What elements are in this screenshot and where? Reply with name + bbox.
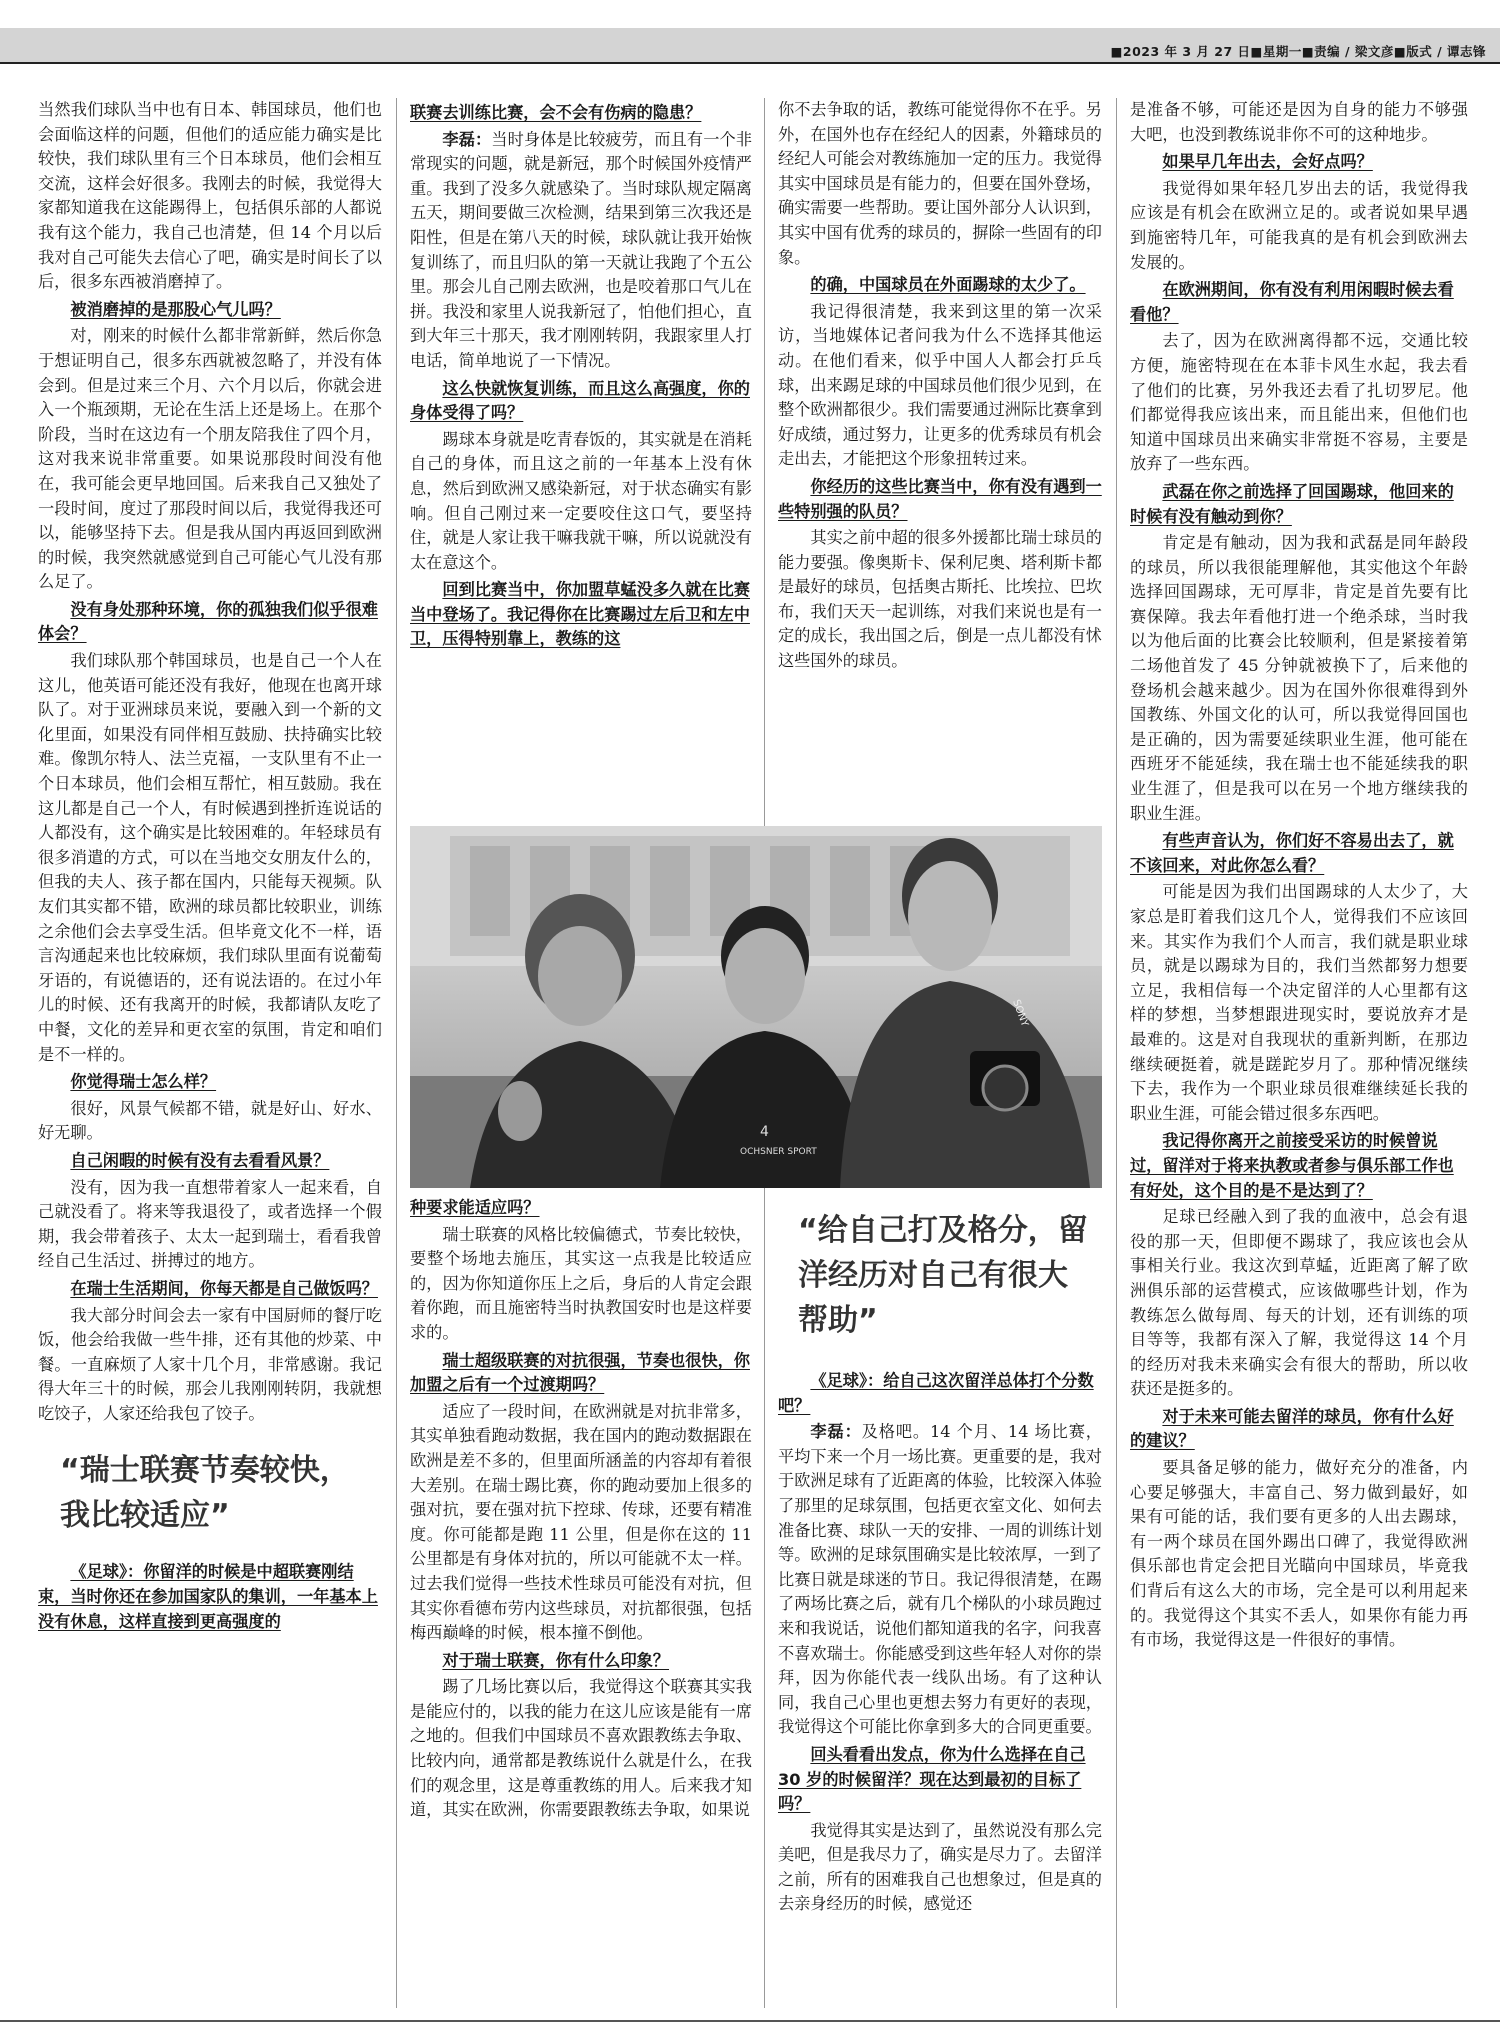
pull-quote: “给自己打及格分，留洋经历对自己有很大帮助”	[798, 1213, 1088, 1338]
paragraph: 足球已经融入到了我的血液中，总会有退役的那一天，但即便不踢球了，我应该也会从事相关行业。我这次到草蜢，近距离了解了欧洲俱乐部的运营模式，应该做哪些计划，作为教练怎么做每周、每天的计划，还有训练的项目等等，我都有深入了解，我觉得这 14 个月的经历对我未来确实会有很大的帮助，所以收获还是挺多的。	[1130, 1207, 1468, 1399]
article-column-2-bottom	[410, 1196, 752, 2013]
header-rule	[0, 62, 1500, 64]
paragraph: 没有，因为我一直想带着家人一起来看，自己就没看了。将来等我退役了，或者选择一个假期，我会带着孩子、太太一起到瑞士，看看我曾经自己生活过、拼搏过的地方。	[38, 1177, 382, 1271]
paragraph: 你不去争取的话，教练可能觉得你不在乎。另外，在国外也存在经纪人的因素，外籍球员的经纪人可能会对教练施加一定的压力。我觉得其实中国球员是有能力的，但要在国外登场，确实需要一些帮助。要让国外部分人认识到，其实中国有优秀的球员的，摒除一些固有的印象。	[778, 100, 1102, 267]
paragraph: 要具备足够的能力，做好充分的准备，内心要足够强大，丰富自己、努力做到最好，如果有可能的话，我们要有更多的人出去踢球，有一两个球员在国外踢出口碑了，我觉得欧洲俱乐部也肯定会把目光瞄向中国球员，毕竟我们背后有这么大的市场，完全是可以利用起来的。我觉得这个其实不丢人，如果你有能力再有市场，我觉得这是一件很好的事情。	[1130, 1458, 1468, 1650]
jersey-number: 4	[760, 1124, 769, 1140]
paragraph: 其实之前中超的很多外援都比瑞士球员的能力要强。像奥斯卡、保利尼奥、塔利斯卡都是最好的球员，包括奥古斯托、比埃拉、巴坎布，我们天天一起训练，对我们来说也是有一定的成长，我出国之后，倒是一点儿都没有怵这些国外的球员。	[778, 528, 1102, 671]
article-column-3-top	[778, 98, 1102, 823]
question-heading: 没有身处那种环境，你的孤独我们似乎很难体会？	[38, 599, 378, 644]
question-heading: 回到比赛当中，你加盟草蜢没多久就在比赛当中登场了。我记得你在比赛踢过左后卫和左中卫，压得特别靠上，教练的这	[410, 580, 750, 649]
pull-quote: “瑞士联赛节奏较快，我比较适应”	[60, 1453, 350, 1534]
jersey-sponsor: OCHSNER SPORT	[740, 1147, 817, 1157]
footer-rule	[0, 2020, 1500, 2022]
question-heading: 《足球》：你留洋的时候是中超联赛刚结束，当时你还在参加国家队的集训，一年基本上没有休息，这样直接到更高强度的	[38, 1562, 378, 1631]
paragraph: 我觉得其实是达到了，虽然说没有那么完美吧，但是我尽力了，确实是尽力了。去留洋之前，所有的困难我自己也想象过，但是真的去亲身经历的时候，感觉还	[778, 1820, 1102, 1914]
question-heading: 的确，中国球员在外面踢球的太少了。	[810, 275, 1086, 295]
question-heading: 这么快就恢复训练，而且这么高强度，你的身体受得了吗？	[410, 378, 750, 423]
question-heading: 联赛去训练比赛，会不会有伤病的隐患？	[410, 103, 702, 122]
column-divider	[396, 98, 397, 2008]
paragraph: 是准备不够，可能还是因为自身的能力不够强大吧，也没到教练说非你不可的这种地步。	[1130, 100, 1468, 144]
camera-strap-brand: SONY	[1010, 998, 1031, 1029]
column-divider	[1116, 98, 1117, 2008]
paragraph: 及格吧。14 个月、14 场比赛，平均下来一个月一场比赛。更重要的是，我对于欧洲足球有了近距离的体验，比较深入体验了那里的足球氛围，包括更衣室文化、如何去准备比赛、球队一天的安排、一周的训练计划等。欧洲的足球氛围确实是比较浓厚，一到了比赛日就是球迷的节日。我记得很清楚，在踢了两场比赛之后，就有几个梯队的小球员跑过来和我说话，说他们都知道我的名字，问我喜不喜欢瑞士。你能感受到这些年轻人对你的崇拜，因为你能代表一线队出场。有了这种认同，我自己心里也更想去努力有更好的表现，我觉得这个可能比你拿到多大的合同更重要。	[778, 1422, 1102, 1737]
question-heading: 种要求能适应吗？	[410, 1198, 540, 1217]
paragraph: 我大部分时间会去一家有中国厨师的餐厅吃饭，他会给我做一些牛排，还有其他的炒菜、中餐。一直麻烦了人家十几个月，非常感谢。我记得大年三十的时候，那会儿我刚刚转阴，我就想吃饺子，人家还给我包了饺子。	[38, 1305, 382, 1423]
question-heading: 你觉得瑞士怎么样？	[70, 1072, 217, 1092]
paragraph: 去了，因为在欧洲离得都不远，交通比较方便，施密特现在在本菲卡风生水起，我去看了他们的比赛，另外我还去看了扎切罗尼。他们都觉得我应该出来，而且能出来，但他们也知道中国球员出来确实非常挺不容易，主要是放弃了一些东西。	[1130, 331, 1468, 474]
question-heading: 被消磨掉的是那股心气儿吗？	[70, 299, 281, 319]
article-column-3-bottom	[778, 1208, 1102, 2013]
article-column-1	[38, 98, 382, 2013]
question-heading: 瑞士超级联赛的对抗很强，节奏也很快，你加盟之后有一个过渡期吗？	[410, 1350, 750, 1395]
page-header-info: ■2023 年 3 月 27 日■星期一■责编 / 梁文彦■版式 / 谭志锋	[1110, 44, 1486, 59]
article-column-2-top	[410, 98, 752, 823]
question-heading: 如果早几年出去，会好点吗？	[1162, 152, 1373, 172]
speaker-label: 李磊：	[810, 1422, 862, 1442]
paragraph: 可能是因为我们出国踢球的人太少了，大家总是盯着我们这几个人，觉得我们不应该回来。其实作为我们个人而言，我们就是职业球员，就是以踢球为目的，我们当然都努力想要立足，我相信每一个决定留洋的人心里都有这样的梦想，当梦想跟进现实时，要说放弃才是最难的。这是对自我现状的重新判断，在那边继续硬挺着，就是蹉跎岁月了。那种情况继续下去，我作为一个职业球员很难继续延长我的职业生涯，可能会错过很多东西吧。	[1130, 882, 1468, 1123]
paragraph: 瑞士联赛的风格比较偏德式，节奏比较快，要整个场地去施压，其实这一点我是比较适应的，因为你知道你压上之后，身后的人肯定会跟着你跑，而且施密特当时执教国安时也是这样要求的。	[410, 1224, 752, 1342]
question-heading: 对于瑞士联赛，你有什么印象？	[442, 1650, 670, 1670]
article-column-4	[1130, 98, 1468, 2013]
question-heading: 有些声音认为，你们好不容易出去了，就不该回来，对此你怎么看？	[1130, 831, 1454, 875]
paragraph: 踢了几场比赛以后，我觉得这个联赛其实我是能应付的，以我的能力在这儿应该是能有一席之地的。但我们中国球员不喜欢跟教练去争取、比较内向，通常都是教练说什么就是什么，在我们的观念里，这是尊重教练的用人。后来我才知道，其实在欧洲，你需要跟教练去争取，如果说	[410, 1677, 752, 1820]
question-heading: 在瑞士生活期间，你每天都是自己做饭吗？	[70, 1278, 378, 1298]
question-heading: 武磊在你之前选择了回国踢球，他回来的时候有没有触动到你？	[1130, 481, 1454, 526]
paragraph: 我觉得如果年轻几岁出去的话，我觉得我应该是有机会在欧洲立足的。或者说如果早遇到施密特几年，可能我真的是有机会到欧洲去发展的。	[1130, 178, 1468, 272]
paragraph: 当时身体是比较疲劳，而且有一个非常现实的问题，就是新冠，那个时候国外疫情严重。我到了没多久就感染了。当时球队规定隔离五天，期间要做三次检测，结果到第三次我还是阳性，但是在第八天的时候，球队就让我开始恢复训练了，而且归队的第一天就让我跑了个五公里。那会儿自己刚去欧洲，也是咬着那口气儿在拼。我没和家里人说我新冠了，怕他们担心，直到大年三十那天，我才刚刚转阴，我跟家里人打电话，简单地说了一下情况。	[410, 129, 752, 370]
paragraph: 当然我们球队当中也有日本、韩国球员，他们也会面临这样的问题，但他们的适应能力确实是比较快，我们球队里有三个日本球员，他们会相互交流，这样会好很多。我刚去的时候，我觉得大家都知道我在这能踢得上，包括俱乐部的人都说我有这个能力，我自己也清楚，但 14 个月以后我对自己可能失去信心了吧，确实是时间长了以后，很多东西被消磨掉了。	[38, 100, 382, 292]
speaker-label: 李磊：	[442, 129, 492, 149]
paragraph: 我记得很清楚，我来到这里的第一次采访，当地媒体记者问我为什么不选择其他运动。在他们看来，似乎中国人人都会打乒乓球，出来踢足球的中国球员他们很少见到，在整个欧洲都很少。我们需要通过洲际比赛拿到好成绩，通过努力，让更多的优秀球员有机会走出去，才能把这个形象扭转过来。	[778, 301, 1102, 469]
article-photo	[410, 826, 1102, 1188]
paragraph: 对，刚来的时候什么都非常新鲜，然后你急于想证明自己，很多东西就被忽略了，并没有体会到。但是过来三个月、六个月以后，你就会进入一个瓶颈期，无论在生活上还是场上。在那个阶段，当时在这边有一个朋友陪我住了四个月，这对我来说非常重要。如果说那段时间没有他在，我可能会更早地回国。后来我自己又独处了一段时间，度过了那段时间以后，我觉得我还可以，能够坚持下去。但是我从国内再返回到欧洲的时候，我突然就感觉到自己可能心气儿没有那么足了。	[38, 326, 382, 592]
question-heading: 在欧洲期间，你有没有利用闲暇时候去看看他？	[1130, 280, 1454, 324]
question-heading: 回头看看出发点，你为什么选择在自己 30 岁的时候留洋？现在达到最初的目标了吗？	[778, 1744, 1086, 1814]
question-heading: 《足球》：给自己这次留洋总体打个分数吧？	[778, 1371, 1094, 1415]
question-heading: 对于未来可能去留洋的球员，你有什么好的建议？	[1130, 1406, 1454, 1451]
question-heading: 你经历的这些比赛当中，你有没有遇到一些特别强的队员？	[778, 476, 1102, 521]
question-heading: 我记得你离开之前接受采访的时候曾说过，留洋对于将来执教或者参与俱乐部工作也有好处，这个目的是不是达到了？	[1130, 1131, 1454, 1200]
question-heading: 自己闲暇的时候有没有去看看风景？	[70, 1150, 330, 1170]
paragraph: 很好，风景气候都不错，就是好山、好水、好无聊。	[38, 1098, 382, 1143]
players-photo	[410, 826, 1102, 1188]
paragraph: 我们球队那个韩国球员，也是自己一个人在这儿，他英语可能还没有我好，他现在也离开球队了。对于亚洲球员来说，要融入到一个新的文化里面，如果没有同伴相互鼓励、扶持确实比较难。像凯尔特人、法兰克福，一支队里有不止一个日本球员，他们会相互帮忙，相互鼓励。我在这儿都是自己一个人，有时候遇到挫折连说话的人都没有，这个确实是比较困难的。年轻球员有很多消遣的方式，可以在当地交女朋友什么的，但我的夫人、孩子都在国内，只能每天视频。队友们其实都不错，欧洲的球员都比较职业，训练之余他们会去享受生活。但毕竟文化不一样，语言沟通起来也比较麻烦，我们球队里面有说葡萄牙语的，有说德语的，还有说法语的。在过小年儿的时候、还有我离开的时候，我都请队友吃了中餐，文化的差异和更衣室的氛围，肯定和咱们是不一样的。	[38, 651, 382, 1064]
paragraph: 肯定是有触动，因为我和武磊是同年龄段的球员，所以我很能理解他，其实他这个年龄选择回国踢球，无可厚非，肯定是首先要有比赛保障。我去年看他打进一个绝杀球，当时我以为他后面的比赛会比较顺利，但是紧接着第二场他首发了 45 分钟就被换下了，后来他的登场机会越来越少。因为在国外你很难得到外国教练、外国文化的认可，所以我觉得回国也是正确的，因为需要延续职业生涯，他可能在西班牙不能延续，我在瑞士也不能延续我的职业生涯了，但是我可以在另一个地方继续我的职业生涯。	[1130, 533, 1468, 823]
paragraph: 适应了一段时间，在欧洲就是对抗非常多，其实单独看跑动数据，我在国内的跑动数据跟在欧洲是差不多的，但里面所涵盖的内容却有着很大差别。在瑞士踢比赛，你的跑动要加上很多的强对抗，要在强对抗下控球、传球，还要有精准度。你可能都是跑 11 公里，但是你在这的 11 公里都是有身体对抗的，所以可能就不太一样。过去我们觉得一些技术性球员可能没有对抗，但其实你看德布劳内这些球员，对抗都很强，包括梅西巅峰的时候，根本撞不倒他。	[410, 1401, 752, 1643]
paragraph: 踢球本身就是吃青春饭的，其实就是在消耗自己的身体，而且这之前的一年基本上没有休息，然后到欧洲又感染新冠，对于状态确实有影响。但自己刚过来一定要咬住这口气，要坚持住，就是人家让我干嘛我就干嘛，所以说就没有太在意这个。	[410, 429, 752, 572]
